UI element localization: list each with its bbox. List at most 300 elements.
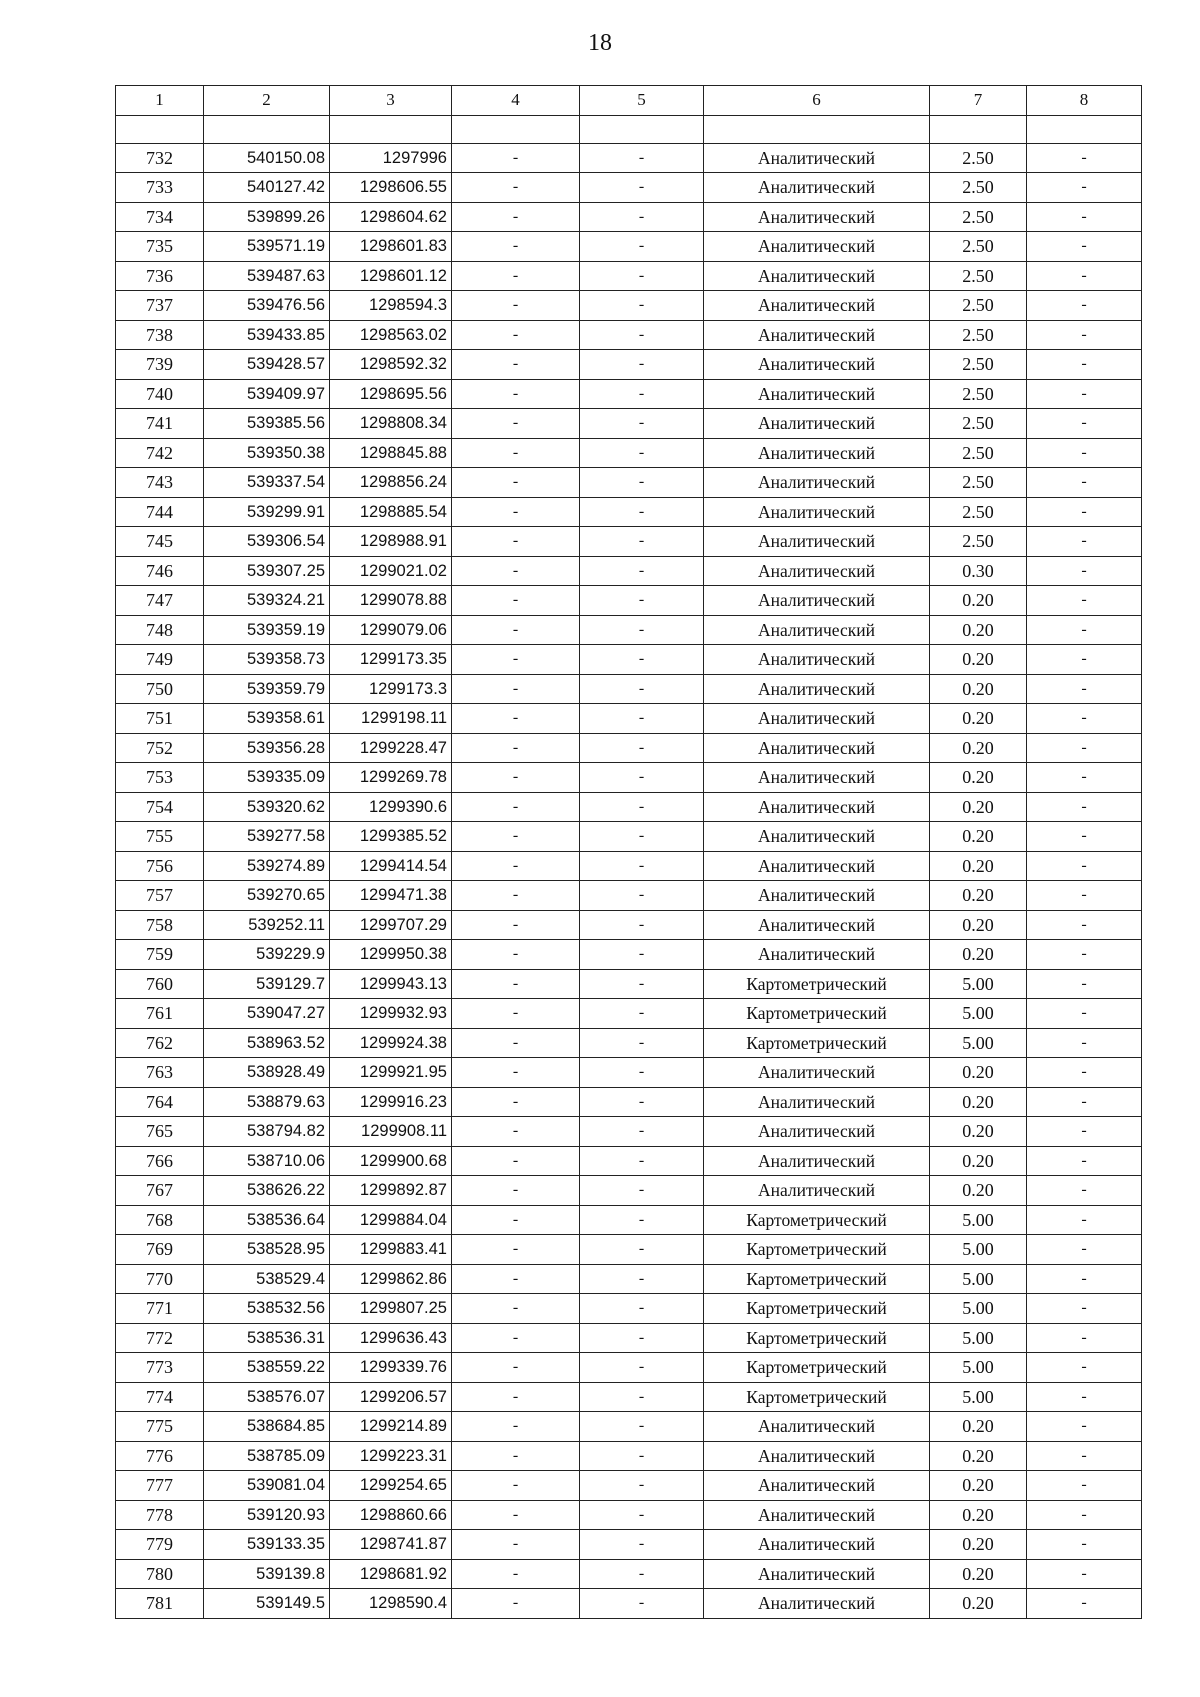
table-row xyxy=(116,733,1142,763)
col-5-cell: - xyxy=(580,1559,704,1589)
accuracy-cell: 2.50 xyxy=(930,527,1027,557)
col-5-cell: - xyxy=(580,320,704,350)
col-4-cell: - xyxy=(452,173,580,203)
col-8-cell: - xyxy=(1027,1028,1142,1058)
table-row xyxy=(116,1205,1142,1235)
table-row xyxy=(116,822,1142,852)
coord-y-cell: 1298606.55 xyxy=(330,173,452,203)
accuracy-cell: 0.20 xyxy=(930,1087,1027,1117)
col-4-cell: - xyxy=(452,409,580,439)
coord-y-cell: 1298590.4 xyxy=(330,1589,452,1619)
col-8-cell: - xyxy=(1027,1323,1142,1353)
coord-y-cell: 1299254.65 xyxy=(330,1471,452,1501)
column-header: 2 xyxy=(204,86,330,116)
col-5-cell: - xyxy=(580,704,704,734)
point-number-cell: 751 xyxy=(116,704,204,734)
col-5-cell: - xyxy=(580,881,704,911)
coord-y-cell: 1298592.32 xyxy=(330,350,452,380)
coord-y-cell: 1299921.95 xyxy=(330,1058,452,1088)
point-number-cell: 754 xyxy=(116,792,204,822)
coord-x-cell: 539047.27 xyxy=(204,999,330,1029)
col-8-cell: - xyxy=(1027,674,1142,704)
table-row xyxy=(116,1589,1142,1619)
table-row xyxy=(116,940,1142,970)
point-number-cell: 760 xyxy=(116,969,204,999)
coord-x-cell: 539571.19 xyxy=(204,232,330,262)
method-cell: Аналитический xyxy=(704,1176,930,1206)
coord-y-cell: 1299223.31 xyxy=(330,1441,452,1471)
col-4-cell: - xyxy=(452,1028,580,1058)
accuracy-cell: 0.20 xyxy=(930,1058,1027,1088)
point-number-cell: 759 xyxy=(116,940,204,970)
accuracy-cell: 2.50 xyxy=(930,173,1027,203)
coord-x-cell: 538963.52 xyxy=(204,1028,330,1058)
accuracy-cell: 2.50 xyxy=(930,350,1027,380)
coord-x-cell: 540150.08 xyxy=(204,143,330,173)
coord-x-cell: 539299.91 xyxy=(204,497,330,527)
table-row xyxy=(116,674,1142,704)
coord-x-cell: 539081.04 xyxy=(204,1471,330,1501)
coord-x-cell: 538536.64 xyxy=(204,1205,330,1235)
point-number-cell: 745 xyxy=(116,527,204,557)
table-row xyxy=(116,1176,1142,1206)
coord-x-cell: 539129.7 xyxy=(204,969,330,999)
accuracy-cell: 0.20 xyxy=(930,881,1027,911)
table-row xyxy=(116,232,1142,262)
col-8-cell: - xyxy=(1027,350,1142,380)
accuracy-cell: 0.20 xyxy=(930,1146,1027,1176)
point-number-cell: 750 xyxy=(116,674,204,704)
method-cell: Аналитический xyxy=(704,1412,930,1442)
table-row xyxy=(116,379,1142,409)
col-4-cell: - xyxy=(452,1235,580,1265)
accuracy-cell: 5.00 xyxy=(930,1235,1027,1265)
col-8-cell: - xyxy=(1027,320,1142,350)
method-cell: Аналитический xyxy=(704,1058,930,1088)
column-header: 7 xyxy=(930,86,1027,116)
point-number-cell: 740 xyxy=(116,379,204,409)
column-header: 4 xyxy=(452,86,580,116)
point-number-cell: 770 xyxy=(116,1264,204,1294)
empty-cell xyxy=(116,115,204,143)
coord-x-cell: 539359.79 xyxy=(204,674,330,704)
coord-x-cell: 539385.56 xyxy=(204,409,330,439)
method-cell: Аналитический xyxy=(704,704,930,734)
method-cell: Аналитический xyxy=(704,497,930,527)
col-4-cell: - xyxy=(452,468,580,498)
method-cell: Аналитический xyxy=(704,556,930,586)
col-8-cell: - xyxy=(1027,468,1142,498)
col-5-cell: - xyxy=(580,851,704,881)
empty-cell xyxy=(452,115,580,143)
col-8-cell: - xyxy=(1027,1264,1142,1294)
point-number-cell: 744 xyxy=(116,497,204,527)
col-8-cell: - xyxy=(1027,792,1142,822)
column-header: 8 xyxy=(1027,86,1142,116)
method-cell: Аналитический xyxy=(704,1530,930,1560)
col-5-cell: - xyxy=(580,763,704,793)
col-8-cell: - xyxy=(1027,822,1142,852)
col-8-cell: - xyxy=(1027,143,1142,173)
method-cell: Картометрический xyxy=(704,1323,930,1353)
column-header: 6 xyxy=(704,86,930,116)
col-4-cell: - xyxy=(452,1382,580,1412)
coord-y-cell: 1298845.88 xyxy=(330,438,452,468)
point-number-cell: 743 xyxy=(116,468,204,498)
table-row xyxy=(116,527,1142,557)
method-cell: Аналитический xyxy=(704,733,930,763)
coord-y-cell: 1298594.3 xyxy=(330,291,452,321)
coord-y-cell: 1299908.11 xyxy=(330,1117,452,1147)
col-5-cell: - xyxy=(580,438,704,468)
table-row xyxy=(116,615,1142,645)
coord-y-cell: 1299079.06 xyxy=(330,615,452,645)
col-5-cell: - xyxy=(580,527,704,557)
point-number-cell: 761 xyxy=(116,999,204,1029)
col-5-cell: - xyxy=(580,822,704,852)
col-5-cell: - xyxy=(580,1117,704,1147)
coord-y-cell: 1299900.68 xyxy=(330,1146,452,1176)
point-number-cell: 734 xyxy=(116,202,204,232)
col-5-cell: - xyxy=(580,615,704,645)
accuracy-cell: 0.20 xyxy=(930,704,1027,734)
coord-x-cell: 539133.35 xyxy=(204,1530,330,1560)
col-8-cell: - xyxy=(1027,1087,1142,1117)
col-8-cell: - xyxy=(1027,881,1142,911)
empty-cell xyxy=(330,115,452,143)
point-number-cell: 774 xyxy=(116,1382,204,1412)
point-number-cell: 752 xyxy=(116,733,204,763)
accuracy-cell: 2.50 xyxy=(930,291,1027,321)
method-cell: Аналитический xyxy=(704,645,930,675)
col-8-cell: - xyxy=(1027,291,1142,321)
col-8-cell: - xyxy=(1027,527,1142,557)
coord-x-cell: 539335.09 xyxy=(204,763,330,793)
table-row xyxy=(116,202,1142,232)
col-4-cell: - xyxy=(452,350,580,380)
accuracy-cell: 0.20 xyxy=(930,674,1027,704)
col-5-cell: - xyxy=(580,792,704,822)
method-cell: Аналитический xyxy=(704,173,930,203)
method-cell: Картометрический xyxy=(704,1353,930,1383)
point-number-cell: 756 xyxy=(116,851,204,881)
accuracy-cell: 5.00 xyxy=(930,1382,1027,1412)
point-number-cell: 766 xyxy=(116,1146,204,1176)
col-4-cell: - xyxy=(452,999,580,1029)
method-cell: Картометрический xyxy=(704,1028,930,1058)
method-cell: Аналитический xyxy=(704,1441,930,1471)
point-number-cell: 755 xyxy=(116,822,204,852)
coord-x-cell: 539120.93 xyxy=(204,1500,330,1530)
accuracy-cell: 2.50 xyxy=(930,202,1027,232)
point-number-cell: 769 xyxy=(116,1235,204,1265)
point-number-cell: 732 xyxy=(116,143,204,173)
table-row xyxy=(116,1353,1142,1383)
col-4-cell: - xyxy=(452,379,580,409)
coord-y-cell: 1299636.43 xyxy=(330,1323,452,1353)
col-5-cell: - xyxy=(580,910,704,940)
accuracy-cell: 2.50 xyxy=(930,409,1027,439)
method-cell: Аналитический xyxy=(704,910,930,940)
coord-x-cell: 538528.95 xyxy=(204,1235,330,1265)
col-8-cell: - xyxy=(1027,1471,1142,1501)
col-4-cell: - xyxy=(452,1294,580,1324)
coord-y-cell: 1299198.11 xyxy=(330,704,452,734)
coord-y-cell: 1298808.34 xyxy=(330,409,452,439)
method-cell: Аналитический xyxy=(704,143,930,173)
col-8-cell: - xyxy=(1027,969,1142,999)
coord-y-cell: 1299807.25 xyxy=(330,1294,452,1324)
col-5-cell: - xyxy=(580,969,704,999)
point-number-cell: 781 xyxy=(116,1589,204,1619)
col-5-cell: - xyxy=(580,350,704,380)
coord-x-cell: 539149.5 xyxy=(204,1589,330,1619)
table-row xyxy=(116,999,1142,1029)
column-header: 5 xyxy=(580,86,704,116)
method-cell: Аналитический xyxy=(704,822,930,852)
accuracy-cell: 2.50 xyxy=(930,468,1027,498)
col-8-cell: - xyxy=(1027,556,1142,586)
table-row xyxy=(116,1058,1142,1088)
point-number-cell: 747 xyxy=(116,586,204,616)
method-cell: Аналитический xyxy=(704,409,930,439)
accuracy-cell: 0.20 xyxy=(930,851,1027,881)
coord-y-cell: 1298601.12 xyxy=(330,261,452,291)
accuracy-cell: 0.20 xyxy=(930,586,1027,616)
col-5-cell: - xyxy=(580,291,704,321)
accuracy-cell: 2.50 xyxy=(930,438,1027,468)
point-number-cell: 737 xyxy=(116,291,204,321)
coord-y-cell: 1299892.87 xyxy=(330,1176,452,1206)
col-4-cell: - xyxy=(452,556,580,586)
method-cell: Аналитический xyxy=(704,1117,930,1147)
method-cell: Аналитический xyxy=(704,851,930,881)
table-row xyxy=(116,173,1142,203)
point-number-cell: 741 xyxy=(116,409,204,439)
table-row xyxy=(116,763,1142,793)
col-4-cell: - xyxy=(452,940,580,970)
col-8-cell: - xyxy=(1027,1559,1142,1589)
table-row xyxy=(116,1323,1142,1353)
method-cell: Аналитический xyxy=(704,468,930,498)
coord-y-cell: 1299943.13 xyxy=(330,969,452,999)
coord-y-cell: 1299269.78 xyxy=(330,763,452,793)
col-4-cell: - xyxy=(452,1058,580,1088)
accuracy-cell: 0.20 xyxy=(930,615,1027,645)
accuracy-cell: 5.00 xyxy=(930,1028,1027,1058)
col-5-cell: - xyxy=(580,1264,704,1294)
col-8-cell: - xyxy=(1027,704,1142,734)
coord-x-cell: 539476.56 xyxy=(204,291,330,321)
method-cell: Аналитический xyxy=(704,261,930,291)
col-8-cell: - xyxy=(1027,851,1142,881)
col-5-cell: - xyxy=(580,1058,704,1088)
table-row xyxy=(116,1471,1142,1501)
coord-y-cell: 1298681.92 xyxy=(330,1559,452,1589)
method-cell: Аналитический xyxy=(704,674,930,704)
col-8-cell: - xyxy=(1027,1146,1142,1176)
header-row xyxy=(116,86,1142,116)
col-5-cell: - xyxy=(580,173,704,203)
col-4-cell: - xyxy=(452,1205,580,1235)
accuracy-cell: 5.00 xyxy=(930,1323,1027,1353)
table-row xyxy=(116,261,1142,291)
col-5-cell: - xyxy=(580,1087,704,1117)
coord-y-cell: 1299339.76 xyxy=(330,1353,452,1383)
table-row xyxy=(116,1441,1142,1471)
accuracy-cell: 2.50 xyxy=(930,497,1027,527)
method-cell: Картометрический xyxy=(704,1264,930,1294)
method-cell: Аналитический xyxy=(704,615,930,645)
table-row xyxy=(116,1294,1142,1324)
coord-y-cell: 1298741.87 xyxy=(330,1530,452,1560)
coord-y-cell: 1298856.24 xyxy=(330,468,452,498)
point-number-cell: 739 xyxy=(116,350,204,380)
col-5-cell: - xyxy=(580,1176,704,1206)
point-number-cell: 742 xyxy=(116,438,204,468)
coord-x-cell: 538785.09 xyxy=(204,1441,330,1471)
col-8-cell: - xyxy=(1027,1412,1142,1442)
point-number-cell: 753 xyxy=(116,763,204,793)
accuracy-cell: 2.50 xyxy=(930,232,1027,262)
col-4-cell: - xyxy=(452,733,580,763)
table-row xyxy=(116,1382,1142,1412)
coord-y-cell: 1299173.35 xyxy=(330,645,452,675)
coord-x-cell: 539324.21 xyxy=(204,586,330,616)
col-5-cell: - xyxy=(580,1028,704,1058)
col-4-cell: - xyxy=(452,143,580,173)
col-8-cell: - xyxy=(1027,438,1142,468)
accuracy-cell: 0.20 xyxy=(930,910,1027,940)
coord-y-cell: 1299884.04 xyxy=(330,1205,452,1235)
col-4-cell: - xyxy=(452,645,580,675)
col-5-cell: - xyxy=(580,999,704,1029)
table-row xyxy=(116,1559,1142,1589)
col-4-cell: - xyxy=(452,320,580,350)
empty-cell xyxy=(1027,115,1142,143)
table-row xyxy=(116,1028,1142,1058)
table-row xyxy=(116,1117,1142,1147)
coord-x-cell: 539306.54 xyxy=(204,527,330,557)
coord-x-cell: 539350.38 xyxy=(204,438,330,468)
col-4-cell: - xyxy=(452,615,580,645)
col-8-cell: - xyxy=(1027,1500,1142,1530)
col-5-cell: - xyxy=(580,232,704,262)
col-4-cell: - xyxy=(452,704,580,734)
col-5-cell: - xyxy=(580,497,704,527)
accuracy-cell: 0.20 xyxy=(930,1441,1027,1471)
table-row xyxy=(116,497,1142,527)
col-4-cell: - xyxy=(452,674,580,704)
col-4-cell: - xyxy=(452,1530,580,1560)
table-row xyxy=(116,969,1142,999)
col-5-cell: - xyxy=(580,674,704,704)
table-row xyxy=(116,143,1142,173)
coord-y-cell: 1299078.88 xyxy=(330,586,452,616)
col-5-cell: - xyxy=(580,1412,704,1442)
coord-x-cell: 539320.62 xyxy=(204,792,330,822)
col-5-cell: - xyxy=(580,1382,704,1412)
point-number-cell: 775 xyxy=(116,1412,204,1442)
accuracy-cell: 0.20 xyxy=(930,1471,1027,1501)
col-5-cell: - xyxy=(580,261,704,291)
col-5-cell: - xyxy=(580,1146,704,1176)
col-8-cell: - xyxy=(1027,940,1142,970)
table-row xyxy=(116,350,1142,380)
col-5-cell: - xyxy=(580,143,704,173)
table-row xyxy=(116,586,1142,616)
coord-x-cell: 539409.97 xyxy=(204,379,330,409)
method-cell: Картометрический xyxy=(704,1235,930,1265)
coord-x-cell: 538536.31 xyxy=(204,1323,330,1353)
coord-x-cell: 539428.57 xyxy=(204,350,330,380)
method-cell: Аналитический xyxy=(704,1087,930,1117)
coord-y-cell: 1299916.23 xyxy=(330,1087,452,1117)
col-5-cell: - xyxy=(580,1294,704,1324)
col-5-cell: - xyxy=(580,1471,704,1501)
coord-y-cell: 1299021.02 xyxy=(330,556,452,586)
point-number-cell: 762 xyxy=(116,1028,204,1058)
col-8-cell: - xyxy=(1027,409,1142,439)
point-number-cell: 771 xyxy=(116,1294,204,1324)
table-row xyxy=(116,1264,1142,1294)
col-5-cell: - xyxy=(580,202,704,232)
point-number-cell: 758 xyxy=(116,910,204,940)
empty-cell xyxy=(204,115,330,143)
col-8-cell: - xyxy=(1027,261,1142,291)
coord-y-cell: 1297996 xyxy=(330,143,452,173)
method-cell: Аналитический xyxy=(704,291,930,321)
col-4-cell: - xyxy=(452,438,580,468)
method-cell: Картометрический xyxy=(704,1205,930,1235)
method-cell: Аналитический xyxy=(704,350,930,380)
accuracy-cell: 2.50 xyxy=(930,320,1027,350)
table-row xyxy=(116,1500,1142,1530)
coord-y-cell: 1299883.41 xyxy=(330,1235,452,1265)
table-row xyxy=(116,704,1142,734)
col-4-cell: - xyxy=(452,1264,580,1294)
coord-x-cell: 539359.19 xyxy=(204,615,330,645)
point-number-cell: 779 xyxy=(116,1530,204,1560)
coord-x-cell: 538879.63 xyxy=(204,1087,330,1117)
coord-y-cell: 1299214.89 xyxy=(330,1412,452,1442)
col-4-cell: - xyxy=(452,1412,580,1442)
col-5-cell: - xyxy=(580,379,704,409)
column-header: 1 xyxy=(116,86,204,116)
method-cell: Аналитический xyxy=(704,232,930,262)
point-number-cell: 764 xyxy=(116,1087,204,1117)
coord-y-cell: 1299385.52 xyxy=(330,822,452,852)
accuracy-cell: 0.20 xyxy=(930,1589,1027,1619)
table-row xyxy=(116,556,1142,586)
accuracy-cell: 0.30 xyxy=(930,556,1027,586)
table-row xyxy=(116,1412,1142,1442)
empty-cell xyxy=(580,115,704,143)
coord-x-cell: 538794.82 xyxy=(204,1117,330,1147)
col-4-cell: - xyxy=(452,1471,580,1501)
col-8-cell: - xyxy=(1027,173,1142,203)
method-cell: Картометрический xyxy=(704,999,930,1029)
col-8-cell: - xyxy=(1027,379,1142,409)
coord-x-cell: 539277.58 xyxy=(204,822,330,852)
point-number-cell: 767 xyxy=(116,1176,204,1206)
col-4-cell: - xyxy=(452,497,580,527)
table-row xyxy=(116,1530,1142,1560)
col-4-cell: - xyxy=(452,527,580,557)
coord-x-cell: 538529.4 xyxy=(204,1264,330,1294)
coord-x-cell: 539433.85 xyxy=(204,320,330,350)
col-4-cell: - xyxy=(452,1117,580,1147)
